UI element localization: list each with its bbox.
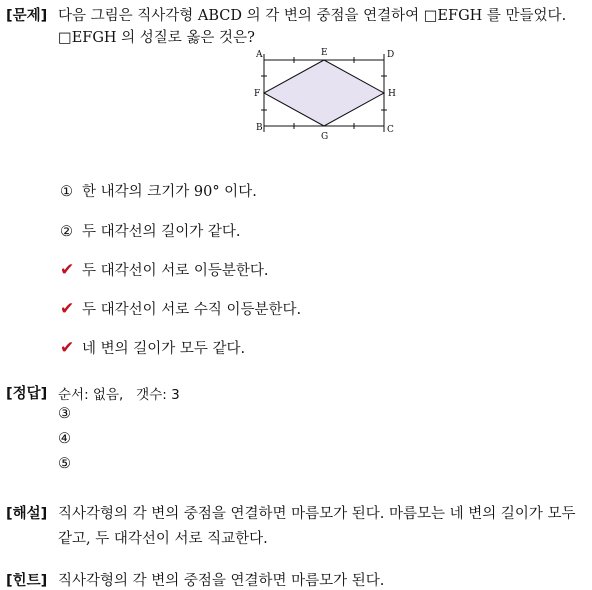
choice-1[interactable] [60,180,257,201]
label-g: G [321,132,329,142]
choice-5-text: 네 변의 길이가 모두 같다. [82,341,246,357]
rectangle-figure [250,44,400,144]
label-f: F [254,89,261,99]
answer-summary: 순서: 없음, 갯수: 3 [58,387,180,403]
label-d: D [387,50,395,60]
label-e: E [321,48,328,58]
label-h: H [388,89,396,99]
label-a: A [256,50,263,60]
choice-2-text: 두 대각선의 길이가 같다. [82,224,241,240]
choice-4-text: 두 대각선이 서로 수직 이등분한다. [82,302,302,318]
answer-extra-3: ⑤ [58,456,71,472]
answer-label: [정답] [6,386,48,402]
choice-1-text: 한 내각의 크기가 90° 이다. [82,184,257,200]
check-icon: ✔ [60,338,75,358]
label-c: C [387,125,394,135]
choice-4[interactable] [60,298,301,319]
hint-label: [힌트] [6,573,48,589]
explanation-line2: 같고, 두 대각선이 서로 직교한다. [58,531,268,547]
answer-extra-1: ③ [58,406,71,422]
choice-3[interactable] [60,259,269,280]
choice-3-text: 두 대각선이 서로 이등분한다. [82,263,269,279]
check-icon: ✔ [60,260,75,280]
hint-text: 직사각형의 각 변의 중점을 연결하면 마름모가 된다. [58,573,385,589]
problem-text-line2: □EFGH 의 성질로 옳은 것은? [58,30,255,46]
explanation-label: [해설] [6,506,48,522]
label-b: B [256,123,263,133]
choice-5[interactable] [60,337,245,358]
problem-text-line1: 다음 그림은 직사각형 ABCD 의 각 변의 중점을 연결하여 □EFGH 를 만들었다. [58,8,567,24]
problem-label: [문제] [6,8,48,24]
choice-1-mark: ① [60,184,73,200]
check-icon: ✔ [60,299,75,319]
explanation-line1: 직사각형의 각 변의 중점을 연결하면 마름모가 된다. 마름모는 네 변의 길이가 모두 [58,506,576,522]
answer-extra-2: ④ [58,431,71,447]
choice-2[interactable] [60,220,241,241]
choice-2-mark: ② [60,224,73,240]
